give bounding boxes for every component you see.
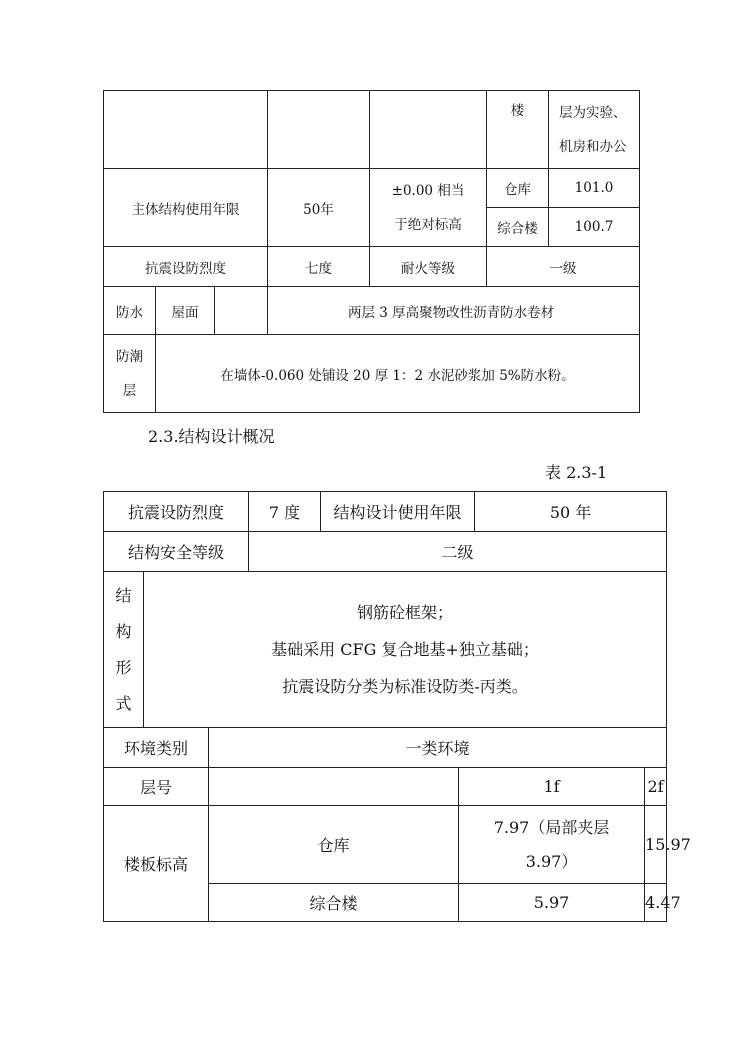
structure-line-3: 抗震设防分类为标准设防类-丙类。 [282, 677, 528, 696]
slab-complex-label: 综合楼 [209, 884, 459, 922]
empty-cell [268, 91, 370, 169]
elevation-line-2: 于绝对标高 [394, 216, 462, 233]
slab-elevation-label: 楼板标高 [104, 806, 209, 922]
waterproof-label: 防水 [104, 287, 156, 335]
dampproof-label-line-2: 层 [122, 382, 137, 399]
design-life-value: 50年 [268, 169, 370, 247]
slab-warehouse-label: 仓库 [209, 806, 459, 884]
environment-value: 一类环境 [209, 728, 667, 768]
fire-rating-label: 耐火等级 [370, 247, 487, 287]
slab-warehouse-1f-line-2: 3.97） [525, 851, 578, 871]
structure-form-char-2: 构 [115, 621, 132, 641]
floor-use-line-1: 层为实验、 [559, 104, 627, 121]
floor-use-line-2: 机房和办公 [559, 138, 627, 155]
fire-rating-value: 一级 [487, 247, 640, 287]
structure-form-value [144, 572, 667, 728]
waterproof-row [156, 287, 268, 335]
floor-2f: 2f [645, 768, 667, 806]
empty-cell [370, 91, 487, 169]
slab-warehouse-2f: 15.97 [645, 806, 667, 884]
empty-cell [209, 768, 459, 806]
building-info-table [103, 90, 640, 413]
structural-design-table [103, 491, 691, 922]
elevation-label [370, 169, 487, 247]
table-caption: 表 2.3-1 [545, 463, 608, 482]
floor-number-label: 层号 [104, 768, 209, 806]
structure-form-char-4: 式 [115, 693, 132, 713]
complex-building-elevation: 100.7 [549, 208, 640, 247]
floor-use-cell-b [549, 91, 640, 169]
structure-form-char-1: 结 [115, 585, 132, 605]
seismic-intensity-label: 抗震设防烈度 [104, 247, 268, 287]
seismic-intensity-value-2: 7 度 [249, 492, 321, 532]
slab-warehouse-1f [459, 806, 645, 884]
slab-warehouse-1f-line-1: 7.97（局部夹层 [493, 817, 610, 837]
structure-line-1: 钢筋砼框架； [357, 603, 454, 622]
design-life-value-2: 50 年 [475, 492, 667, 532]
warehouse-label: 仓库 [487, 169, 549, 208]
floor-use-cell-a [487, 91, 549, 169]
environment-label: 环境类别 [104, 728, 209, 768]
structure-form-label [104, 572, 144, 728]
complex-building-label: 综合楼 [487, 208, 549, 247]
seismic-intensity-label-2: 抗震设防烈度 [104, 492, 249, 532]
waterproof-value: 两层 3 厚高聚物改性沥青防水卷材 [268, 287, 640, 335]
section-title: 2.3.结构设计概况 [148, 427, 275, 446]
roof-label: 屋面 [156, 287, 215, 334]
slab-complex-2f: 4.47 [645, 884, 667, 922]
floor-1f: 1f [459, 768, 645, 806]
floor-use-text-a: 楼 [510, 103, 525, 119]
dampproof-label [104, 335, 156, 413]
design-life-label-2: 结构设计使用年限 [321, 492, 475, 532]
safety-class-value: 二级 [249, 532, 667, 572]
structure-form-char-3: 形 [115, 657, 132, 677]
safety-class-label: 结构安全等级 [104, 532, 249, 572]
dampproof-value: 在墙体-0.060 处铺设 20 厚 1：2 水泥砂浆加 5%防水粉。 [156, 335, 640, 413]
elevation-line-1: ±0.00 相当 [391, 182, 465, 199]
seismic-intensity-value: 七度 [268, 247, 370, 287]
empty-cell [104, 91, 268, 169]
structure-line-2: 基础采用 CFG 复合地基+独立基础； [271, 640, 539, 659]
warehouse-elevation: 101.0 [549, 169, 640, 208]
design-life-label: 主体结构使用年限 [104, 169, 268, 247]
slab-complex-1f: 5.97 [459, 884, 645, 922]
dampproof-label-line-1: 防潮 [116, 348, 143, 365]
